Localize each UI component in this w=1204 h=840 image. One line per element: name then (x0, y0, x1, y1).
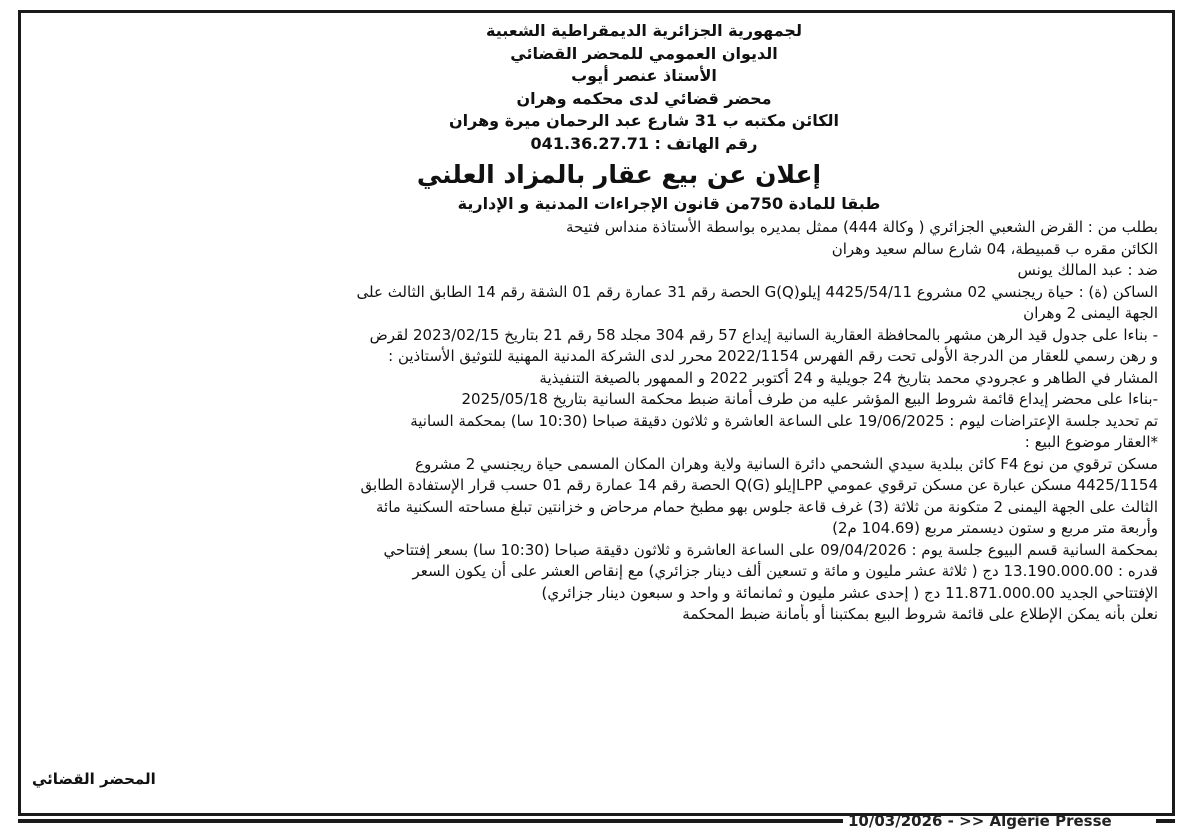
header-line-court: محضر قضائي لدى محكمه وهران (516, 88, 772, 108)
body-line: - بناءا على جدول قيد الرهن مشهر بالمحافظة العقارية السانية إيداع 57 رقم 304 مجلد 58 رقم 21 بتاريخ 2023/02/15 لقرض (369, 325, 1158, 344)
footer-source: 10/03/2026 - >> Algérie Presse (848, 812, 1112, 830)
body-line: *العقار موضوع البيع : (1024, 433, 1158, 451)
body-line: المشار في الطاهر و عجرودي محمد بتاريخ 24 جويلية و 24 أكتوبر 2022 و الممهور بالصيغة التنفيذية (539, 368, 1158, 387)
notice-content (40, 20, 1158, 810)
header-line-bailiff-name: الأستاذ عنصر أيوب (571, 66, 717, 85)
footer-bar (18, 812, 1175, 832)
body-line: و رهن رسمي للعقار من الدرجة الأولى تحت رقم الفهرس 2022/1154 محرر لدى الشركة المدنية المهنية للتوثيق الأستاذين : (388, 347, 1158, 365)
body-line: ضد : عبد المالك يونس (1017, 261, 1158, 279)
header-line-address: الكائن مكتبه ب 31 شارع عبد الرحمان ميرة وهران (448, 111, 840, 130)
footer-rule-right (1156, 819, 1175, 823)
header-line-republic: لجمهورية الجزائرية الديمقراطية الشعبية (486, 21, 802, 40)
body-line: بطلب من : القرض الشعبي الجزائري ( وكالة 444) ممثل بمديره بواسطة الأستاذة منداس فتيحة (566, 218, 1158, 236)
body-line: بمحكمة السانية قسم البيوع جلسة يوم : 09/04/2026 على الساعة العاشرة و ثلاثون دقيقة صباحا (10:30 سا) بسعر إفتتاحي (383, 540, 1158, 559)
header-block (40, 20, 1158, 215)
body-line: تم تحديد جلسة الإعتراضات ليوم : 19/06/2025 على الساعة العاشرة و ثلاثون دقيقة صباحا (10:30 سا) بمحكمة السانية (410, 411, 1158, 430)
body-line: نعلن بأنه يمكن الإطلاع على قائمة شروط البيع بمكتبنا أو بأمانة ضبط المحكمة (682, 605, 1158, 623)
notice-title: إعلان عن بيع عقار بالمزاد العلني (416, 160, 822, 189)
body-line: وأربعة متر مربع و ستون ديسمتر مربع (104.69 م2) (832, 519, 1158, 537)
body-line: الساكن (ة) : حياة ريجنسي 02 مشروع 4425/54/11 إيلوG(Q) الحصة رقم 31 عمارة رقم 01 الشقة رقم 14 الطابق الثالث على (356, 282, 1158, 301)
notice-body (40, 217, 1158, 626)
header-line-phone: رقم الهاتف : 041.36.27.71 (530, 133, 758, 153)
body-line: -بناءا على محضر إيداع قائمة شروط البيع المؤشر عليه من طرف أمانة ضبط محكمة السانية بتاريخ 2025/05/18 (461, 390, 1158, 408)
header-line-office: الديوان العمومي للمحضر القضائي (510, 43, 778, 63)
body-line: مسكن ترقوي من نوع F4 كائن ببلدية سيدي الشحمي دائرة السانية ولاية وهران المكان المسمى حياة ريجنسي 2 مشروع (415, 454, 1158, 473)
body-line: الكائن مقره ب قمبيطة، 04 شارع سالم سعيد وهران (831, 239, 1158, 258)
body-line: قدره : 13.190.000.00 دج ( ثلاثة عشر مليون و مائة و تسعين ألف دينار جزائري) مع إنقاص العشر على أن يكون السعر (412, 562, 1158, 580)
notice-subtitle: طبقا للمادة 750من قانون الإجراءات المدنية و الإدارية (457, 194, 881, 213)
footer-rule-left (18, 819, 843, 823)
body-line: الثالث على الجهة اليمنى 2 متكونة من ثلاثة (3) غرف قاعة جلوس بهو مطبخ حمام مرحاض و خزانتين تبلغ مساحته السكنية مائة (375, 497, 1158, 516)
body-line: الجهة اليمنى 2 وهران (1023, 304, 1158, 322)
body-line: 4425/1154 مسكن عبارة عن مسكن ترقوي عمومي LPPإيلو Q(G) الحصة رقم 14 عمارة رقم 01 حسب قرار الإستفادة الطابق (360, 476, 1158, 494)
bailiff-signature-label: المحضر القضائي (32, 770, 156, 788)
body-line: الإفتتاحي الجديد 11.871.000.00 دج ( إحدى عشر مليون و ثمانمائة و واحد و سبعون دينار جزائري) (541, 583, 1158, 602)
